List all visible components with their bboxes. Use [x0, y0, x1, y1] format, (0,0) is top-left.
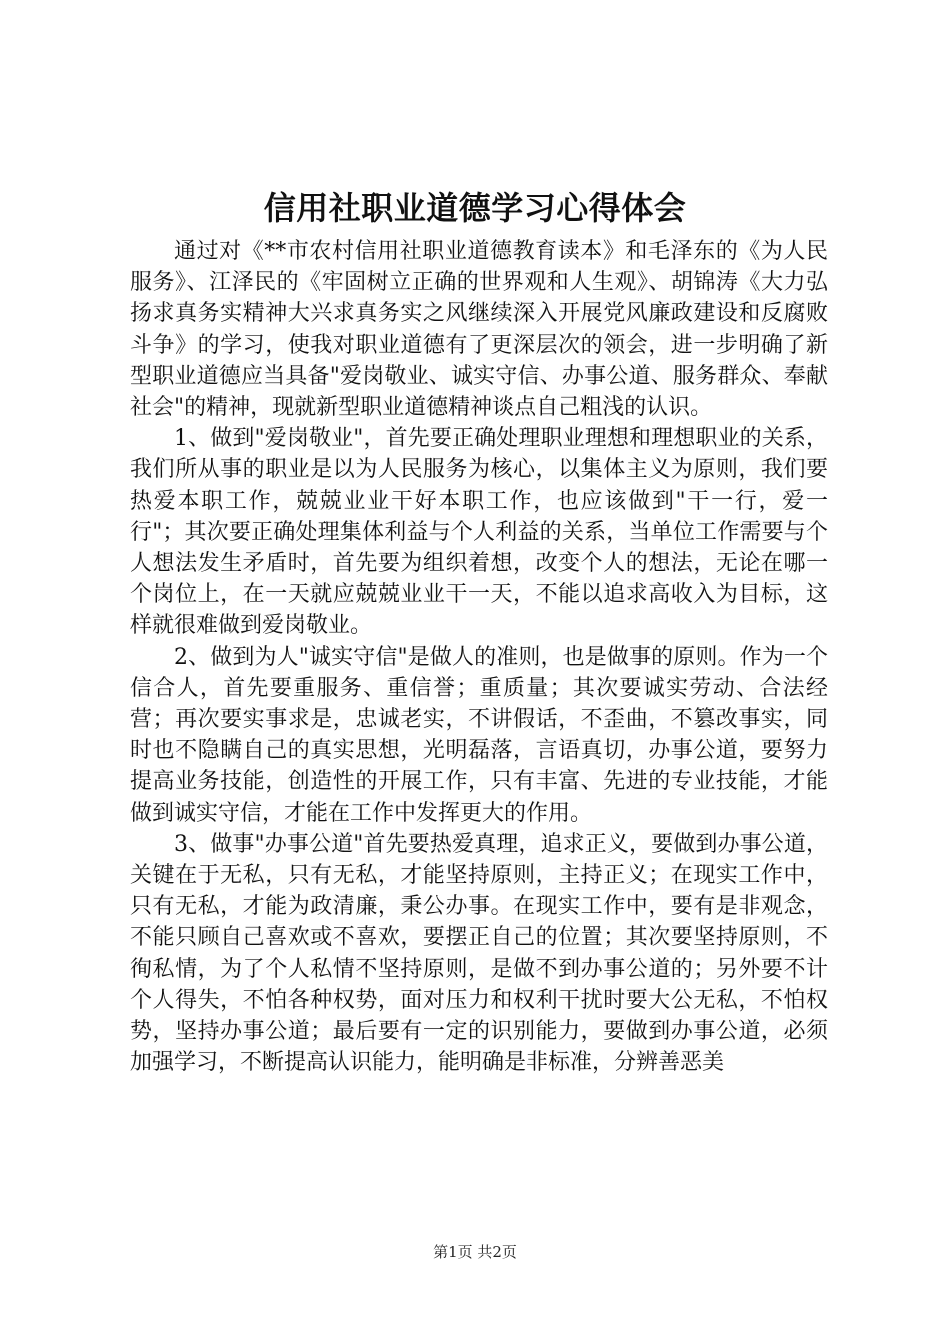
paragraph-intro: 通过对《**市农村信用社职业道德教育读本》和毛泽东的《为人民服务》、江泽民的《牢固树立正确的世界观和人生观》、胡锦涛《大力弘扬求真务实精神大兴求真务实之风继续深入开展党风廉政建设和反腐败斗争》的学习，使我对职业道德有了更深层次的领会，进一步明确了新型职业道德应当具备"爱岗敬业、诚实守信、办事公道、服务群众、奉献社会"的精神，现就新型职业道德精神谈点自己粗浅的认识。: [130, 239, 828, 421]
document-title: 信用社职业道德学习心得体会: [263, 189, 687, 227]
paragraph-point-1: 1、做到"爱岗敬业"，首先要正确处理职业理想和理想职业的关系，我们所从事的职业是以为人民服务为核心，以集体主义为原则，我们要热爱本职工作，兢兢业业干好本职工作，也应该做到"干一行，爱一行"；其次要正确处理集体利益与个人利益的关系，当单位工作需要与个人想法发生矛盾时，首先要为组织着想，改变个人的想法，无论在哪一个岗位上，在一天就应兢兢业业干一天，不能以追求高收入为目标，这样就很难做到爱岗敬业。: [130, 426, 828, 639]
paragraph-point-3: 3、做事"办事公道"首先要热爱真理，追求正义，要做到办事公道，关键在于无私，只有无私，才能坚持原则，主持正义；在现实工作中，只有无私，才能为政清廉，秉公办事。在现实工作中，要有是非观念，不能只顾自己喜欢或不喜欢，要摆正自己的位置；其次要坚持原则，不徇私情，为了个人私情不坚持原则，是做不到办事公道的；另外要不计个人得失，不怕各种权势，面对压力和权利干扰时要大公无私，不怕权势，坚持办事公道；最后要有一定的识别能力，要做到办事公道，必须加强学习，不断提高认识能力，能明确是非标准，分辨善恶美: [130, 831, 828, 1076]
document-body: [130, 236, 828, 1078]
paragraph-point-2: 2、做到为人"诚实守信"是做人的准则，也是做事的原则。作为一个信合人，首先要重服务、重信誉；重质量；其次要诚实劳动、合法经营；再次要实事求是，忠诚老实，不讲假话，不歪曲，不篡改事实，同时也不隐瞒自己的真实思想，光明磊落，言语真切，办事公道，要努力提高业务技能，创造性的开展工作，只有丰富、先进的专业技能，才能做到诚实守信，才能在工作中发挥更大的作用。: [130, 644, 828, 826]
page-number-footer: 第1页 共2页: [433, 1243, 517, 1261]
